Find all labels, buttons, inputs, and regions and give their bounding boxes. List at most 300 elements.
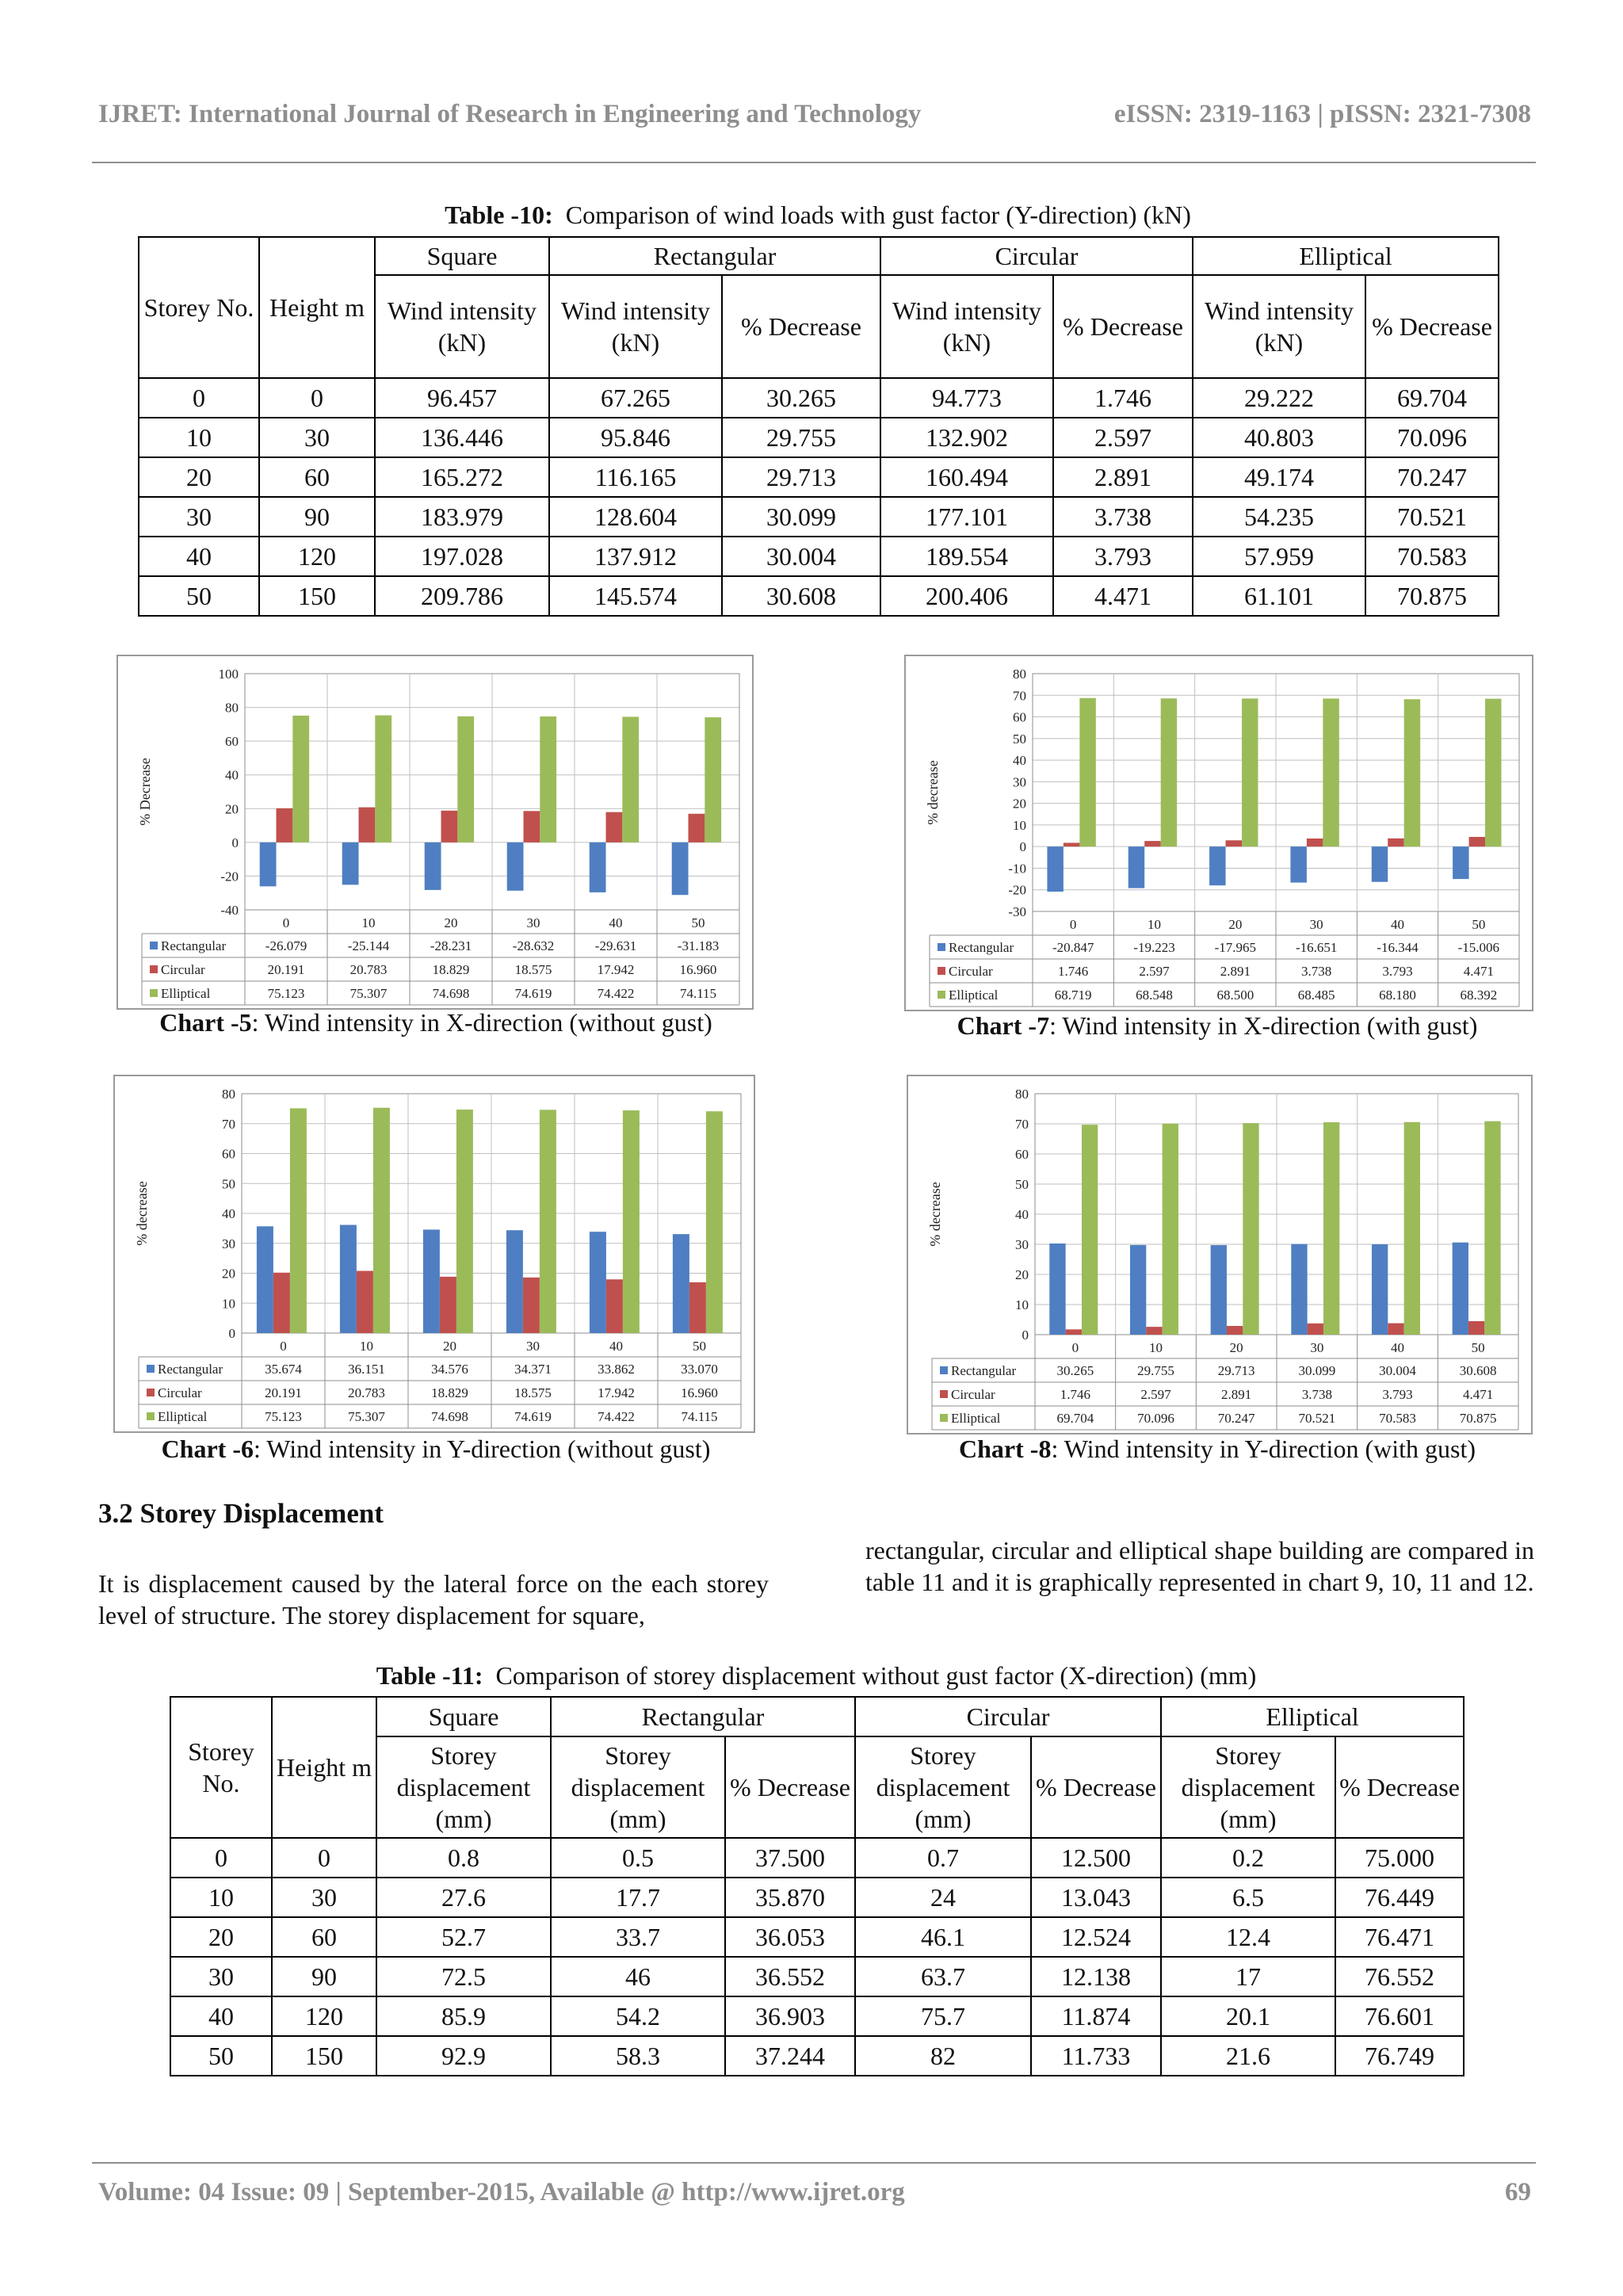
th-circ-decrease: % Decrease [1031,1736,1161,1838]
data-label: 75.307 [349,986,388,1001]
table-cell: 60 [272,1917,376,1957]
th-circ-value: Storey displacement (mm) [855,1736,1031,1838]
y-tick-label: 100 [218,667,239,682]
y-tick-label: 60 [1013,709,1026,725]
table-cell: 76.471 [1335,1917,1464,1957]
table-cell: 76.552 [1335,1957,1464,1996]
table-cell: 137.912 [549,537,722,576]
data-label: 1.746 [1058,964,1089,979]
table-cell: 52.7 [376,1917,551,1957]
y-tick-label: 20 [225,801,239,817]
data-label: 74.422 [597,986,635,1001]
bar-elliptical [1079,698,1095,846]
legend-swatch [940,1414,948,1422]
data-label: 18.575 [514,1385,552,1400]
legend-entry: Circular [158,1385,202,1400]
bar-elliptical [1484,1121,1500,1335]
legend-swatch [938,967,945,975]
legend-entry: Elliptical [951,1411,1001,1426]
x-tick-label: 20 [443,1339,456,1354]
data-label: 20.783 [348,1385,385,1400]
y-tick-label: -20 [220,869,239,884]
data-label: 2.597 [1140,1387,1171,1402]
table-cell: 20 [170,1917,272,1957]
y-tick-label: -30 [1008,904,1026,919]
data-label: 75.123 [267,986,305,1001]
data-label: 29.755 [1137,1363,1174,1378]
y-tick-label: 30 [1015,1237,1029,1252]
bar-elliptical [706,1111,723,1333]
table-cell: 46.1 [855,1917,1031,1957]
y-axis-label: % Decrease [137,758,153,826]
table-cell: 40 [170,1996,272,2036]
data-label: -19.223 [1133,940,1175,955]
page-footer [98,2178,1531,2213]
x-tick-label: 20 [1228,917,1243,932]
table-cell: 10 [139,418,259,457]
data-label: 70.583 [1379,1411,1416,1426]
data-label: 30.608 [1459,1363,1497,1378]
bar-circular [357,1271,373,1333]
bar-elliptical [540,1110,556,1333]
th-ell-value: Wind intensity (kN) [1193,275,1365,378]
table-cell: 61.101 [1193,576,1365,616]
x-tick-label: 30 [1309,917,1323,932]
table-cell: 76.749 [1335,2036,1464,2076]
x-tick-label: 10 [1149,1340,1163,1355]
x-tick-label: 50 [691,915,705,930]
legend-entry: Circular [161,962,205,977]
table-cell: 36.053 [725,1917,855,1957]
table-cell: 183.979 [375,497,549,537]
table-cell: 209.786 [375,576,549,616]
y-tick-label: 10 [1015,1297,1029,1312]
table-cell: 92.9 [376,2036,551,2076]
bar-rectangular [1372,1244,1388,1335]
x-tick-label: 50 [693,1339,706,1354]
th-square: Square [375,237,549,275]
table-cell: 90 [272,1957,376,1996]
bar-elliptical [1485,699,1501,847]
y-tick-label: 60 [222,1146,235,1162]
y-tick-label: 50 [222,1176,235,1192]
table-cell: 0 [139,378,259,418]
data-label: 74.698 [431,1409,468,1424]
table-cell: 12.138 [1031,1957,1161,1996]
data-label: 68.548 [1136,988,1173,1003]
table-cell: 54.2 [551,1996,725,2036]
y-tick-label: 0 [231,835,239,850]
data-label: 70.875 [1459,1411,1497,1426]
bar-elliptical [622,716,639,842]
chart8-label: Chart -8 [959,1435,1052,1463]
th-rect-value: Storey displacement (mm) [551,1736,725,1838]
data-label: 74.619 [514,1409,552,1424]
legend-swatch [147,1412,155,1420]
data-label: -17.965 [1214,940,1257,955]
table10 [138,236,1499,617]
bar-circular [1227,1326,1243,1335]
data-label: 74.115 [679,986,717,1001]
table-row [170,1878,1464,1917]
th-rect-decrease: % Decrease [722,275,880,378]
data-label: 20.783 [349,962,388,977]
bar-elliptical [375,716,391,842]
y-axis-label: % decrease [134,1181,150,1246]
table-cell: 67.265 [549,378,722,418]
x-tick-label: 30 [526,915,540,930]
bar-rectangular [1453,1243,1468,1335]
table-cell: 12.500 [1031,1838,1161,1878]
table-cell: 70.875 [1365,576,1499,616]
chart8-frame [907,1075,1533,1435]
y-tick-label: 40 [225,767,239,783]
table-row [170,1996,1464,2036]
bar-circular [689,1282,706,1333]
table-cell: 3.738 [1053,497,1193,537]
th-rectangular: Rectangular [549,237,880,275]
y-tick-label: 30 [222,1236,235,1251]
table-cell: 72.5 [376,1957,551,1996]
bar-circular [1388,839,1403,846]
table-row [170,1957,1464,1996]
data-label: 74.619 [514,986,552,1001]
table-cell: 30.004 [722,537,880,576]
chart8-title: Wind intensity in Y-direction (with gust) [1064,1435,1476,1463]
section-paragraph-right: rectangular, circular and elliptical shape building are compared in table 11 and it is graphically represented in chart 9, 10, 11 and 12. [865,1536,1534,1596]
table-cell: 54.235 [1193,497,1365,537]
table-cell: 70.247 [1365,457,1499,497]
chart7 [906,656,1532,1010]
y-tick-label: 40 [1013,753,1026,769]
table-cell: 85.9 [376,1996,551,2036]
bar-circular [606,1279,623,1333]
table-cell: 29.713 [722,457,880,497]
bar-rectangular [1372,846,1388,882]
y-tick-label: 0 [1019,839,1026,855]
table-cell: 76.601 [1335,1996,1464,2036]
data-label: 16.960 [681,1385,718,1400]
table-cell: 2.597 [1053,418,1193,457]
y-tick-label: -20 [1008,882,1026,898]
legend-swatch [147,1389,155,1396]
bar-rectangular [590,842,606,892]
table-cell: 27.6 [376,1878,551,1917]
th-elliptical: Elliptical [1161,1697,1464,1736]
data-label: 36.151 [348,1362,385,1377]
table-cell: 70.583 [1365,537,1499,576]
data-label: 3.793 [1382,964,1413,979]
chart7-frame [904,655,1533,1011]
data-label: -29.631 [594,938,637,953]
th-ell-decrease: % Decrease [1365,275,1499,378]
table-cell: 21.6 [1161,2036,1335,2076]
table-cell: 3.793 [1053,537,1193,576]
table-cell: 30 [259,418,375,457]
legend-swatch [150,989,158,997]
table-row [139,576,1499,616]
table-cell: 0.5 [551,1838,725,1878]
x-tick-label: 50 [1471,1340,1485,1355]
data-label: 68.180 [1379,988,1416,1003]
data-label: 17.942 [598,1385,635,1400]
th-circ-decrease: % Decrease [1053,275,1193,378]
table-cell: 20 [139,457,259,497]
table-cell: 6.5 [1161,1878,1335,1917]
data-label: 75.307 [348,1409,385,1424]
table-cell: 90 [259,497,375,537]
journal-issn: eISSN: 2319-1163 | pISSN: 2321-7308 [1113,100,1531,128]
y-tick-label: 40 [1015,1207,1029,1222]
chart5-title: Wind intensity in X-direction (without gust) [264,1008,712,1037]
y-tick-label: 50 [1015,1177,1029,1192]
th-rect-decrease: % Decrease [725,1736,855,1838]
chart5 [118,656,752,1008]
bar-elliptical [1404,1122,1420,1335]
x-tick-label: 10 [1148,917,1161,932]
chart6-title: Wind intensity in Y-direction (without gust) [266,1435,711,1463]
th-storey: Storey No. [170,1697,272,1838]
th-storey: Storey No. [139,237,259,378]
table-row [170,2036,1464,2076]
legend-swatch [150,965,158,973]
table-cell: 82 [855,2036,1031,2076]
bar-rectangular [1211,1245,1227,1335]
legend-entry: Rectangular [949,940,1014,955]
data-label: 30.099 [1298,1363,1336,1378]
y-tick-label: 20 [1015,1267,1029,1282]
data-label: 33.070 [681,1362,718,1377]
chart8-caption: Chart -8: Wind intensity in Y-direction (with gust) [959,1435,1476,1463]
legend-swatch [150,942,158,949]
th-circ-value: Wind intensity (kN) [880,275,1053,378]
data-label: 18.575 [514,962,552,977]
table-row [170,1838,1464,1878]
table-cell: 0.8 [376,1838,551,1878]
table-cell: 0 [259,378,375,418]
y-axis-label: % decrease [925,760,941,825]
x-tick-label: 0 [280,1339,287,1354]
table11 [170,1696,1465,2076]
table-cell: 0.7 [855,1838,1031,1878]
data-label: 18.829 [432,962,470,977]
table-cell: 30.608 [722,576,880,616]
bar-circular [1144,841,1160,846]
th-ell-value: Storey displacement (mm) [1161,1736,1335,1838]
legend-entry: Circular [951,1387,995,1402]
table-cell: 10 [170,1878,272,1917]
bar-rectangular [257,1226,273,1333]
bar-elliptical [540,716,556,842]
x-tick-label: 40 [609,1339,623,1354]
table-cell: 145.574 [549,576,722,616]
th-elliptical: Elliptical [1193,237,1499,275]
bar-elliptical [290,1108,307,1333]
data-label: 70.247 [1217,1411,1255,1426]
data-label: 3.793 [1382,1387,1413,1402]
y-tick-label: 20 [222,1266,235,1282]
table-row [139,537,1499,576]
chart5-caption: Chart -5: Wind intensity in X-direction (without gust) [159,1008,712,1037]
table-cell: 70.096 [1365,418,1499,457]
th-height: Height m [272,1697,376,1838]
bar-circular [440,1277,456,1333]
data-label: -28.231 [430,938,472,953]
y-tick-label: 80 [222,1087,235,1102]
data-label: 20.191 [265,1385,302,1400]
bar-elliptical [457,716,474,842]
y-tick-label: 80 [1015,1087,1029,1102]
y-tick-label: 10 [1013,817,1026,833]
y-tick-label: -40 [220,903,239,918]
bar-elliptical [623,1110,640,1333]
section-paragraph-left: It is displacement caused by the lateral force on the each storey level of structure. The storey displacement for square, [98,1569,769,1629]
table-cell: 35.870 [725,1878,855,1917]
table-cell: 76.449 [1335,1878,1464,1917]
table-cell: 33.7 [551,1917,725,1957]
journal-title: IJRET: International Journal of Research in Engineering and Technology [98,100,922,128]
table10-caption-text: Comparison of wind loads with gust factor (Y-direction) (kN) [565,201,1191,229]
th-rectangular: Rectangular [551,1697,855,1736]
bar-circular [273,1273,290,1333]
legend-entry: Circular [949,964,993,979]
bar-elliptical [1323,1122,1339,1335]
bar-elliptical [373,1108,390,1333]
table11-caption-text: Comparison of storey displacement without gust factor (X-direction) (mm) [495,1661,1257,1690]
table-cell: 17 [1161,1957,1335,1996]
th-square-value: Wind intensity (kN) [375,275,549,378]
data-label: 74.115 [681,1409,718,1424]
table-cell: 1.746 [1053,378,1193,418]
table-cell: 12.4 [1161,1917,1335,1957]
legend-swatch [938,943,945,951]
y-tick-label: 50 [1013,731,1026,747]
table-cell: 40.803 [1193,418,1365,457]
bar-rectangular [506,1230,523,1333]
th-rect-value: Wind intensity (kN) [549,275,722,378]
x-tick-label: 30 [1310,1340,1324,1355]
x-tick-label: 20 [444,915,458,930]
table-cell: 30 [170,1957,272,1996]
x-tick-label: 40 [1391,1340,1404,1355]
bar-circular [1388,1324,1403,1335]
data-label: 70.521 [1298,1411,1336,1426]
bar-circular [1226,840,1242,846]
data-label: 3.738 [1301,964,1332,979]
x-tick-label: 40 [1391,917,1404,932]
x-tick-label: 20 [1229,1340,1243,1355]
footer-rule [92,2162,1536,2164]
table-cell: 30 [139,497,259,537]
data-label: 20.191 [267,962,305,977]
y-tick-label: 60 [1015,1147,1029,1162]
table-cell: 30.099 [722,497,880,537]
table-cell: 165.272 [375,457,549,497]
bar-rectangular [260,842,277,887]
bar-rectangular [1047,846,1063,892]
table-cell: 36.552 [725,1957,855,1996]
bar-rectangular [590,1232,606,1333]
bar-rectangular [672,842,689,895]
table-cell: 4.471 [1053,576,1193,616]
bar-circular [1468,1321,1484,1335]
chart8 [908,1076,1531,1433]
bar-rectangular [1128,846,1144,888]
legend-entry: Rectangular [161,938,227,953]
bar-rectangular [1049,1244,1065,1335]
data-label: 35.674 [265,1362,302,1377]
table-row [139,418,1499,457]
bar-circular [441,811,458,842]
data-label: 34.576 [431,1362,468,1377]
table-cell: 197.028 [375,537,549,576]
table-cell: 136.446 [375,418,549,457]
legend-entry: Rectangular [951,1363,1017,1378]
bar-circular [277,808,293,842]
data-label: 4.471 [1463,1387,1494,1402]
data-label: 68.485 [1297,988,1335,1003]
x-tick-label: 10 [361,915,376,930]
section-heading: 3.2 Storey Displacement [98,1498,384,1529]
bar-circular [1307,839,1323,846]
bar-circular [689,814,705,842]
data-label: 33.862 [598,1362,635,1377]
table-cell: 37.500 [725,1838,855,1878]
table-cell: 69.704 [1365,378,1499,418]
x-tick-label: 40 [609,915,623,930]
bar-rectangular [1291,1244,1307,1335]
chart7-label: Chart -7 [957,1011,1050,1040]
table10-label: Table -10: [445,201,553,229]
legend-swatch [940,1390,948,1398]
table-cell: 37.244 [725,2036,855,2076]
table-cell: 116.165 [549,457,722,497]
bar-circular [359,808,376,842]
chart5-label: Chart -5 [159,1008,252,1037]
chart6 [115,1076,754,1431]
th-square: Square [376,1697,551,1736]
table11-label: Table -11: [376,1661,483,1690]
data-label: 30.004 [1379,1363,1416,1378]
bar-rectangular [425,842,441,890]
data-label: -28.632 [512,938,555,953]
table-cell: 120 [272,1996,376,2036]
x-tick-label: 0 [1071,1340,1079,1355]
table-cell: 189.554 [880,537,1053,576]
table-cell: 96.457 [375,378,549,418]
chart6-caption: Chart -6: Wind intensity in Y-direction (without gust) [161,1435,711,1463]
table-cell: 75.000 [1335,1838,1464,1878]
bar-circular [1066,1329,1082,1335]
table-cell: 17.7 [551,1878,725,1917]
footer-volume: Volume: 04 Issue: 09 | September-2015, Available @ http://www.ijret.org [98,2178,905,2206]
table-cell: 49.174 [1193,457,1365,497]
table-cell: 29.222 [1193,378,1365,418]
bar-elliptical [705,717,721,842]
legend-swatch [938,991,945,999]
data-label: -31.183 [677,938,720,953]
data-label: -15.006 [1457,940,1500,955]
legend-entry: Elliptical [949,988,999,1003]
data-label: 4.471 [1463,964,1494,979]
table-row [139,378,1499,418]
x-tick-label: 0 [1069,917,1077,932]
x-tick-label: 50 [1472,917,1486,932]
bar-circular [1308,1324,1323,1335]
page-number: 69 [1505,2178,1531,2206]
table-cell: 30.265 [722,378,880,418]
data-label: 18.829 [431,1385,468,1400]
